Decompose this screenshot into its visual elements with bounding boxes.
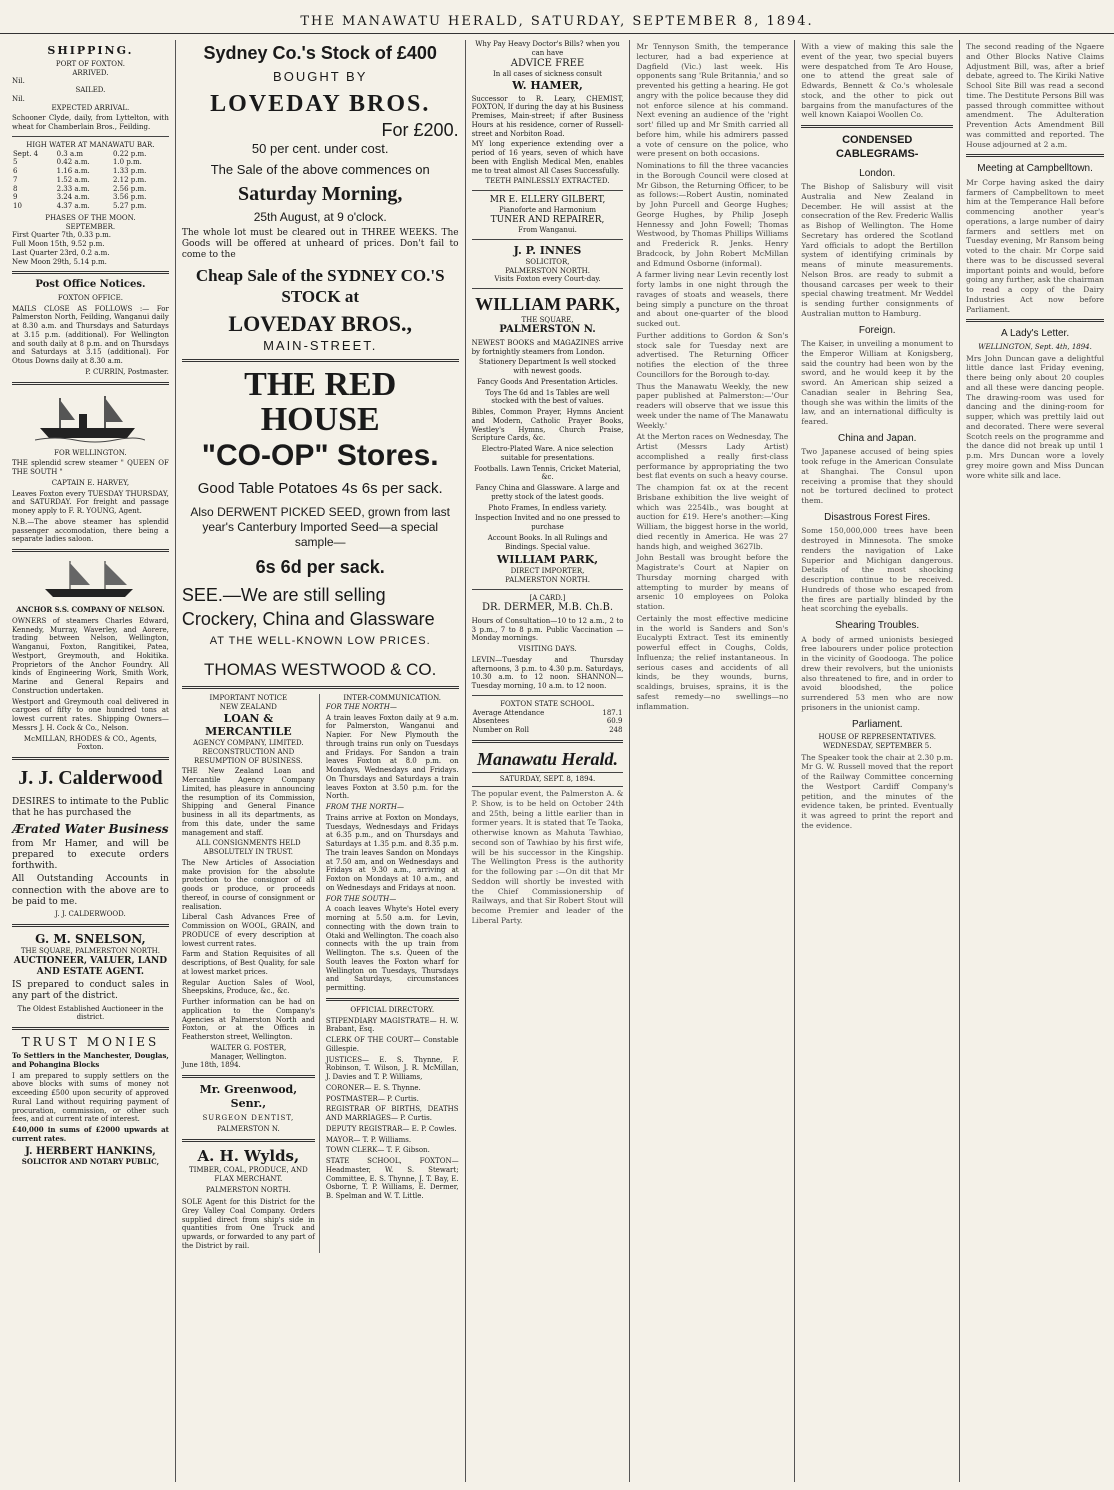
consignments: ALL CONSIGNMENTS HELD ABSOLUTELY IN TRUST. (196, 839, 301, 857)
sale-date: 25th August, at 9 o'clock. (253, 209, 387, 224)
col4-text-4: Further additions to Gordon & Son's stock sale for Tuesday next are advertised. The Returning Officer notifies the election of the three Councillors for the Borough to-day. (636, 330, 789, 379)
divider (12, 271, 169, 274)
for-south: FOR THE SOUTH— (325, 894, 397, 903)
loan-text-4: Farm and Station Requisites of all descriptions, of Best Quality, for sale at lowest market prices. (181, 950, 315, 976)
surgeon-dentist: SURGEON DENTIST, (202, 1113, 295, 1122)
why-pay: Why Pay Heavy Doctor's Bills? when you can have (475, 40, 620, 57)
loan-text-3: Liberal Cash Advances Free of Commission on WOOL, GRAIN, and PRODUCE of every description at lowest current rates. (181, 913, 315, 948)
trust-text-3: £40,000 in sums of £2000 upwards at current rates. (12, 1125, 169, 1143)
for-price: For £200. (381, 119, 459, 140)
col4-text-8: John Bestall was brought before the Magistrate's Court at Napier on Thursday morning charged with attempting to murder by means of arsenic 10 employees on Poloka station. (636, 553, 789, 611)
tide-cell: 1.33 p.m. (112, 167, 147, 175)
col4-text-6: At the Merton races on Wednesday, The Artist (Messrs Lady Artist) accomplished a really first-class performance by appropriating the two best flat events on such a heavy course. (636, 432, 789, 481)
tide-row (12, 202, 169, 211)
shearing-title: Shearing Troubles. (835, 620, 920, 631)
tide-cell: 1.52 a.m. (56, 175, 90, 184)
directory-entry: REGISTRAR OF BIRTHS, DEATHS AND MARRIAGES— P. Curtis. (325, 1105, 459, 1123)
electro: Electro-Plated Ware. A nice selection suitable for presentations. (481, 445, 614, 462)
tide-cell: 0.3 a.m (56, 149, 84, 158)
cheap-sale: Cheap Sale of the SYDNEY CO.'S STOCK at (195, 265, 445, 306)
divider (801, 125, 953, 128)
tide-cell: 3.24 a.m. (56, 193, 90, 202)
visiting-days: VISITING DAYS. (518, 645, 577, 653)
school-title: FOXTON STATE SCHOOL. (500, 699, 595, 708)
foreign-title: Foreign. (858, 324, 896, 336)
wylds-place: PALMERSTON NORTH. (205, 1186, 291, 1195)
sailed-label: SAILED. (75, 86, 106, 94)
anchor-title: ANCHOR S.S. COMPANY OF NELSON. (16, 605, 165, 614)
directory-entry: CORONER— E. S. Thynne. (325, 1083, 421, 1092)
trust-signature-2: SOLICITOR AND NOTARY PUBLIC, (21, 1157, 160, 1166)
moon-phase: Last Quarter 23rd, 0.2 a.m. (12, 248, 110, 257)
divider (472, 288, 624, 289)
divider (12, 757, 169, 760)
tide-row (12, 150, 169, 159)
attendance-cell: 60.9 (606, 717, 623, 726)
port-heading: PORT OF FOXTON. (55, 59, 125, 68)
masthead: THE MANAWATU HERALD, SATURDAY, SEPTEMBER 8, 1894. (0, 0, 1114, 34)
tide-cell: 2.56 p.m. (112, 184, 147, 193)
newest-books: NEWEST BOOKS and MAGAZINES arrive by fortnightly steamers from London. (471, 338, 624, 356)
moon-month: SEPTEMBER. (65, 222, 116, 231)
high-water-title: HIGH WATER AT MANAWATU BAR. (26, 140, 155, 149)
inter-communication: INTER-COMMUNICATION. (343, 694, 442, 703)
loan-text: THE New Zealand Loan and Mercantile Agency Company Limited, has pleasure in announcing the resumption of its Commission, Shipping and General Finance business in all its departments, as from this date, under the same management and staff. (181, 767, 315, 837)
captain: CAPTAIN E. HARVEY, (51, 478, 130, 487)
divider (472, 589, 624, 590)
lady-text: Mrs John Duncan gave a delightful little dance last Friday evening, there being only about 20 couples and all these were dancing people. The drawing-room was used for dancing and the dining-room for supper, which was prettily laid out and decorated. There were several Scotch reels on the programme and the dance did not break up until 1 p.m. Mrs Duncan wore a lovely grey moire gown and Miss Duncan wore white silk and lace. (966, 353, 1105, 480)
attendance-cell: Average Attendance (472, 708, 545, 717)
agency-title: AGENCY COMPANY, LIMITED. (193, 739, 304, 748)
wylds-role: TIMBER, COAL, PRODUCE, AND FLAX MERCHANT. (188, 1165, 308, 1183)
tide-table (12, 150, 169, 211)
divider (182, 686, 459, 689)
divider (12, 1027, 169, 1030)
moon-phases (12, 231, 169, 266)
attendance-row (472, 709, 624, 718)
moon-phase: First Quarter 7th, 0.33 p.m. (12, 231, 111, 240)
calderwood-text: DESIRES to intimate to the Public that he has purchased the (12, 797, 169, 819)
column-2-left (182, 694, 320, 1253)
red-house: THE RED HOUSE (244, 365, 397, 439)
post-sub: FOXTON OFFICE. (57, 293, 123, 302)
tide-row (12, 193, 169, 202)
wylds-text: SOLE Agent for this District for the Grey Valley Coal Company. Orders supplied direct from ship's side in quantities from One Truck and upwards, or forwarded to any part of the District by rail. (181, 1198, 315, 1250)
anchor-text-2: Westport and Greymouth coal delivered in cargoes of fifty to one hundred tons at lowest current rates. Shipping Owners— Messrs J. H. Cock & Co., Nelson. (12, 697, 169, 732)
anchor-agents: McMILLAN, RHODES & CO., Agents, Foxton. (23, 734, 157, 752)
tide-row (12, 158, 169, 167)
directory-entry: TOWN CLERK— T. F. Gibson. (325, 1146, 430, 1155)
shearing-text: A body of armed unionists besieged free labourers under police protection in the vicinity of Goodooga. The police drew their revolvers, but the unionists also threatened to fire, and in order to avoid bloodshed, the police surrendered 53 men who are now prisoners in the unionist camp. (801, 634, 954, 712)
solicitor: SOLICITOR, (525, 257, 570, 266)
foster-date: June 18th, 1894. (181, 1061, 241, 1070)
divider (326, 998, 459, 1001)
attendance-cell: Number on Roll (472, 726, 529, 734)
under-cost: 50 per cent. under cost. (251, 141, 389, 157)
the-square: THE SQUARE, (521, 315, 574, 324)
house-title: HOUSE OF REPRESENTATIVES. (818, 733, 936, 741)
divider (472, 695, 624, 696)
tide-cell: 1.0 p.m. (112, 158, 142, 167)
china-text: Two Japanese accused of being spies took refuge in the American Consulate at Shanghai. The Consul upon receiving a promise that they should not be tortured declined to protect them. (801, 447, 954, 505)
attendance-row (472, 717, 624, 726)
divider (12, 924, 169, 927)
sailed-value: Nil. (12, 94, 25, 103)
trust-text-2: I am prepared to supply settlers on the above blocks with sums of money not exceeding £500 upon security of approved Rural Land without requiring payment of procuration, commission, or other such fees, and at current rate of interest. (12, 1071, 169, 1124)
attendance-cell: 187.1 (602, 708, 623, 717)
directory-entry: STIPENDIARY MAGISTRATE— H. W. Brabant, Esq. (325, 1016, 459, 1034)
tide-cell: 6 (13, 167, 18, 175)
calderwood-name: J. J. Calderwood (18, 767, 163, 789)
tide-cell: 1.16 a.m. (56, 167, 90, 175)
palmerston-n: PALMERSTON N. (499, 324, 596, 336)
stationery: Stationery Department Is well stocked with newest goods. (479, 358, 616, 375)
innes: J. P. INNES (513, 244, 582, 257)
palmerston-north: PALMERSTON NORTH. (505, 575, 590, 584)
divider (182, 1075, 315, 1078)
sale-commences: The Sale of the above commences on (210, 161, 430, 177)
column-5 (795, 40, 960, 1482)
tide-cell: 5 (13, 158, 18, 167)
meeting-text: Mr Corpe having asked the dairy farmers of Campbelltown to meet him at the Temperance Hall before commencing another year's operations, a large number of dairy farmers and settlers met on Tuesday evening, Mr Ransom being voted to the chair. Mr Corpe said there was to be discussed several important points and would, before going any further, ask the chairman to read a copy of the Dairy Industries Act now before Parliament. (966, 177, 1105, 314)
trust-text: To Settlers in the Manchester, Douglas, and Pohangina Blocks (12, 1051, 169, 1069)
loan-text-2: The New Articles of Association make provision for the absolute protection to the consignor of all goods or produce, or proceeds thereof, in course of consignment or realisation. (181, 858, 315, 911)
westwood: THOMAS WESTWOOD & CO. (204, 659, 437, 679)
col4-text-9: Certainly the most effective medicine in the world is Sanders and Son's Eucalypti Extract. Test its eminently powerful effect in Coughs, Colds, Influenza; the relief instantaneous. In serious cases and accidents of all kinds, be they wounds, burns, scaldings, bruises, sprains, it is the safest remedy—no swellings—no inflammation. (636, 613, 789, 711)
directory-entry: STATE SCHOOL, FOXTON— Headmaster, W. S. Stewart; Committee, E. S. Thynne, J. T. Bay, E. Osborne, T. P. Williams, E. Dermer, B. Spelman and W. T. Little. (325, 1157, 459, 1201)
divider (472, 239, 624, 240)
hamer-text-2: MY long experience extending over a period of 16 years, seven of which have been with English Medical Men, enables me to treat almost All Cases Successfully. (471, 140, 624, 175)
herald-title: Manawatu Herald. (476, 748, 619, 769)
tide-cell: 10 (13, 202, 22, 210)
arrived-value: Nil. (12, 77, 25, 86)
from-north: FROM THE NORTH— (325, 803, 404, 812)
column-2-right (326, 694, 459, 1253)
divider (182, 1139, 315, 1142)
for-north: FOR THE NORTH— (325, 702, 397, 711)
post-title: Post Office Notices. (35, 279, 146, 291)
attendance-row (472, 726, 624, 735)
saturday-morning: Saturday Morning, (237, 182, 403, 205)
tide-row (12, 167, 169, 176)
postmaster: P. CURRIN, Postmaster. (85, 367, 169, 376)
tide-row (12, 176, 169, 185)
attendance-cell: 248 (609, 726, 623, 734)
tide-cell: 0.42 a.m. (56, 158, 90, 167)
loan-text-5: Regular Auction Sales of Wool, Sheepskins, Produce, &c., &c. (181, 978, 315, 996)
moon-title: PHASES OF THE MOON. (45, 213, 136, 222)
divider (12, 136, 169, 137)
tide-cell: 8 (13, 184, 18, 193)
hamer-text: Successor to R. Leary, CHEMIST, FOXTON, If during the day at his Business Premises, Main-street; if after Business Hours at his residence, corner of Russell-street and Norbiton Road. (471, 94, 624, 138)
china-glassware: Fancy China and Glassware. A large and pretty stock of the latest goods. (475, 484, 620, 501)
footballs: Footballs. Lawn Tennis, Cricket Material, &c. (474, 464, 621, 482)
innes-place: PALMERSTON NORTH. (505, 266, 590, 275)
trust-title: TRUST MONIES (21, 1035, 160, 1049)
nz-title: NEW ZEALAND (219, 702, 277, 711)
parliament-text: The Speaker took the chair at 2.30 p.m. Mr G. W. Russell moved that the report of the Railway Committee concerning the Westport Cardiff Company's petition, and the minutes of the evidence taken, be printed. Eventually it was agreed to print the report and the evidence. (801, 752, 954, 830)
col4-text-3: A farmer living near Levin recently lost forty lambs in one night through the ravages of stoats and weasels, there being simply a puncture on the throat and about one-quarter of the blood sucked out. (636, 270, 789, 328)
official-directory: OFFICIAL DIRECTORY. (350, 1005, 435, 1014)
snelson-address: THE SQUARE, PALMERSTON NORTH. (20, 946, 160, 955)
directory-entry: POSTMASTER— P. Curtis. (325, 1094, 419, 1103)
direct-importer: DIRECT IMPORTER, (510, 567, 585, 575)
main-street: MAIN-STREET. (263, 337, 378, 353)
shipping-title: SHIPPING. (47, 44, 134, 57)
lot-text: The whole lot must be cleared out in THREE WEEKS. The Goods will be offered at unheard of prices. Don't fail to come to the (181, 227, 459, 261)
loan-text-6: Further information can be had on application to the Company's Agencies at Palmerston North and Foxton, or at the Offices in Featherston street, Wellington. (181, 998, 315, 1042)
tide-cell: 4.37 a.m. (56, 202, 90, 210)
london-title: London. (859, 167, 896, 179)
hamer-name: W. HAMER, (512, 78, 583, 92)
bibles: Bibles, Common Prayer, Hymns Ancient and Modern, Catholic Prayer Books, Westley's Hymns, Church Praise, Scripture Cards, &c. (471, 408, 624, 443)
directory-list (326, 1017, 459, 1201)
divider (12, 549, 169, 552)
snelson-text: IS prepared to conduct sales in any part of the district. (12, 980, 169, 1002)
card: [A CARD.] (529, 593, 566, 602)
see-crockery: SEE.—We are still selling Crockery, China and Glassware (181, 585, 435, 629)
wylds: A. H. Wylds, (197, 1147, 300, 1166)
south-text: A coach leaves Whyte's Hotel every morning at 5.50 a.m. for Levin, connecting with the down train to Otaki and Wellington. The coach also connects with the up train from Wellington. The s.s. Queen of the South leaves the Foxton wharf for Wellington on Tuesdays, Thursdays and Saturdays, circumstances permitting. (325, 905, 459, 993)
loveday-bros-2: LOVEDAY BROS., (228, 311, 412, 336)
tide-cell: 7 (13, 175, 18, 184)
important-notice: IMPORTANT NOTICE (209, 694, 288, 703)
tide-cell: 9 (13, 193, 18, 202)
gilbert-role: Pianoforte and Harmonium (499, 206, 596, 215)
potatoes: Good Table Potatoes 4s 6s per sack. (197, 480, 443, 498)
arrived-label: ARRIVED. (72, 68, 109, 77)
bought-by: BOUGHT BY (273, 68, 368, 84)
directory-entry: CLERK OF THE COURT— Constable Gillespie. (325, 1036, 459, 1053)
tide-cell: 2.33 a.m. (56, 184, 90, 193)
divider (966, 319, 1104, 322)
greenwood: Mr. Greenwood, Senr., (199, 1083, 298, 1110)
directory-entry: JUSTICES— E. S. Thynne, F. Robinson, T. Wilson, J. R. McMillan, J. Davies and T. P. Williams, (325, 1055, 459, 1082)
tide-cell: 5.27 p.m. (112, 202, 147, 210)
meeting-title: Meeting at Campbelltown. (977, 163, 1093, 175)
reconstruction: RECONSTRUCTION AND RESUMPTION OF BUSINESS. (194, 747, 303, 765)
gilbert: MR E. ELLERY GILBERT, (489, 195, 606, 205)
tide-cell: 2.12 p.m. (112, 175, 147, 184)
aerated-business: Ærated Water Business (12, 821, 169, 836)
account-books: Account Books. In all Rulings and Bindings. Special value. (487, 533, 608, 551)
expected-text: Schooner Clyde, daily, from Lyttelton, with wheat for Chamberlain Bros., Feilding. (12, 114, 169, 131)
mails-text: MAILS CLOSE AS FOLLOWS :— For Palmerston North, Feilding, Wanganui daily at 8.30 a.m. and Thursdays and Saturdays at 3.15 p.m. (additional). For Wellington and south daily at 8 p.m. and on Thursdays and Saturdays at 3.15 (additional). For Otous Downs daily at 8.30 a.m. (12, 304, 169, 365)
anchor-text: OWNERS of steamers Charles Edward, Kennedy, Murray, Waverley, and Aorere, trading between Nelson, Wellington, Wanganui, Foxton, Rangitikei, Patea, Westport, Greymouth, and Hokitika. Proprietors of the Anchor Foundry. All kinds of Engineering Work, Smith Work, Marine and General Repairs and Construction undertaken. (12, 616, 169, 695)
foreign-text: The Kaiser, in unveiling a monument to the Emperor William at Konigsberg, said the country had been won by the sword, and he would keep it by the sword. An American ship seized a Canadian sealer in Behring Sea, though she was within the limits of the law, and an international difficulty is feared. (801, 339, 954, 426)
moon-phase: New Moon 29th, 5.14 p.m. (12, 257, 107, 266)
herald-date: SATURDAY, SEPT. 8, 1894. (472, 772, 624, 787)
column-1 (6, 40, 176, 1482)
from-wanganui: From Wanganui. (518, 226, 577, 235)
visits: Visits Foxton every Court-day. (494, 275, 601, 284)
hours: Hours of Consultation—10 to 12 a.m., 2 to 3 p.m., 7 to 8 p.m. Public Vaccination — Monday mornings. (471, 616, 624, 643)
sailing-ship-icon (35, 557, 145, 602)
from-north-text: Trains arrive at Foxton on Mondays, Tuesdays, Wednesdays and Fridays at 6.35 p.m., and on Thursdays and Saturdays at 1.35 p.m. and 8.35 p.m. The train leaves Sandon on Mondays at 7.50 am, and on Wednesdays and Fridays at 9.30 a.m., arriving at Foxton on Mondays at 10 a.m., and on Wednesdays and Fridays at noon. (325, 813, 459, 892)
foster-role: Manager, Wellington. (210, 1052, 287, 1061)
coop-stores: "CO-OP" Stores. (201, 439, 439, 473)
london-text: The Bishop of Salisbury will visit Australia and New Zealand in December. He will assist at the consecration of the Rev. Frederic Wallis as Bishop of Wellington. The Home Secretary has ordered the Scotland Yard officials to adopt the Bertillon system of identifying criminals by means of minute measurements. Nelson Bros. are ready to submit a thousand carcases per week to their special chawing treatment. Mr Weddel is sending further consignments of Australian mutton to Hamburg. (801, 182, 954, 318)
parliament-title: Parliament. (851, 718, 903, 730)
column-4 (630, 40, 795, 1482)
foster-name: WALTER G. FOSTER, (210, 1043, 287, 1052)
steamship-icon (35, 390, 145, 445)
trust-signature: J. HERBERT HANKINS, (25, 1145, 156, 1157)
sickness: In all cases of sickness consult (493, 70, 602, 78)
forest-text: Some 150,000,000 trees have been destroyed in Minnesota. The smoke renders the navigation of Lake Superior and Michigan dangerous. Details of the most shocking description continue to be received. Hundreds of those who escaped from the fires are partially blinded by the heat scorching the eyeballs. (801, 526, 954, 614)
leaves-text: Leaves Foxton every TUESDAY THURSDAY, and SATURDAY. For freight and passage money apply to F. R. YOUNG, Agent. (12, 489, 169, 515)
calderwood-signature: J. J. CALDERWOOD. (55, 910, 126, 918)
forest-title: Disastrous Forest Fires. (824, 511, 931, 523)
col4-text-2: Nominations to fill the three vacancies in the Borough Council were closed at Mr Gibson, the Returning Officer, to be as follows:—Robert Austin, nominated by John Purcell and George Hughes; George Hughes, by Philip Joseph Hennessy and John Fowell; Thomas Westwood, by Thomas Phillips Williams and Frederick R. Jenks. Henry Bradcock, by John Robert McMillan and Edmund Osborne (informal). (636, 161, 789, 268)
low-prices: AT THE WELL-KNOWN LOW PRICES. (209, 635, 431, 648)
nb-text: N.B.—The above steamer has splendid passenger accomodation, there being a separate ladies saloon. (12, 517, 169, 544)
tide-cell: 0.22 p.m. (112, 149, 147, 158)
loan-title: LOAN & MERCANTILE (205, 711, 292, 739)
lady-date: WELLINGTON, Sept. 4th, 1894. (978, 342, 1092, 351)
advice-free: ADVICE FREE (510, 57, 585, 69)
william-park: WILLIAM PARK, (475, 294, 620, 314)
teeth: TEETH PAINLESSLY EXTRACTED. (485, 177, 610, 186)
china-japan-title: China and Japan. (838, 432, 917, 444)
north-text: A train leaves Foxton daily at 9 a.m. for Palmerston, Wanganui and Napier. For New Plymouth the through trains run only on Tuesdays and Fridays. For Sandon a train leaves Foxton at 8.0 p.m. on Mondays, Wednesdays and Fridays. On Thursdays and Saturdays a train leaves Foxton at 3.50 p.m. for the North. (325, 713, 459, 801)
toys: Toys The 6d and 1s Tables are well stocked with the best of values. (485, 388, 610, 406)
tuner: TUNER AND REPAIRER, (490, 215, 605, 225)
william-park-2: WILLIAM PARK, (496, 553, 599, 567)
col4-text-5: Thus the Manawatu Weekly, the new paper published at Palmerston:—'Our readers will observe that we issue this week under the name of The Manawatu Weekly.' (636, 381, 789, 430)
visiting-text: LEVIN—Tuesday and Thursday afternoons, 3 p.m. to 4.30 p.m. Saturdays, 10.30 a.m. to 12 noon. SHANNON—Tuesday morning, 10 a.m. to 12 noon. (471, 655, 624, 690)
col5-text-1: With a view of making this sale the event of the year, two special buyers were despatched from Te Aro House, one to attend the great sale of Edwards, Bennett & Co.'s wholesale stock, and the other to pick out bargains from the manufactures of the well known Kaiapoi Woollen Co. (801, 42, 954, 120)
column-6 (960, 40, 1110, 1482)
col4-text-7: The champion fat ox at the recent Brisbane exhibition the live weight of which was 2254lb., was bought at auction for £19. Here's another:—King William, the biggest horse in the world, died recently in America. He was 27 hands high, and weighed 3627lb. (636, 483, 789, 551)
divider (966, 154, 1104, 157)
attendance-table (472, 709, 624, 735)
moon-phase: Full Moon 15th, 9.52 p.m. (12, 240, 105, 248)
calderwood-text-3: All Outstanding Accounts in connection with the above are to be paid to me. (12, 874, 169, 907)
photo-frames: Photo Frames, In endless variety. (488, 503, 607, 512)
col6-text-1: The second reading of the Ngaere and Other Blocks Native Claims Adjustment Bill, was, after a brief debate, agreed to. The Kiriki Native School Site Bill was read a second time. The Destitute Persons Bill was passed through committee without amendment. The Adulteration Prevention Acts Amendment Bill was committed and reported. The House adjourned at 2 a.m. (966, 42, 1105, 149)
snelson-oldest: The Oldest Established Auctioneer in the district. (17, 1004, 164, 1022)
palmerston: PALMERSTON N. (216, 1125, 280, 1134)
divider (472, 740, 624, 743)
loveday-bros: LOVEDAY BROS. (210, 90, 431, 117)
snelson-name: G. M. SNELSON, (35, 931, 146, 946)
inspection: Inspection Invited and no one pressed to purchase (475, 514, 620, 531)
steamer-text: THE splendid screw steamer " QUEEN OF THE SOUTH " (12, 459, 169, 476)
newspaper-columns (6, 40, 1110, 1482)
tide-row (12, 185, 169, 194)
expected-label: EXPECTED ARRIVAL. (51, 103, 130, 112)
directory-entry: MAYOR— T. P. Williams. (325, 1135, 412, 1144)
cable-title: CONDENSED CABLEGRAMS- (835, 134, 919, 160)
directory-entry: DEPUTY REGISTRAR— E. P. Cowles. (325, 1124, 457, 1133)
attendance-cell: Absentees (472, 717, 510, 726)
column-3 (466, 40, 631, 1482)
wednesday-date: WEDNESDAY, SEPTEMBER 5. (822, 741, 932, 750)
sydney-title: Sydney Co.'s Stock of £400 (203, 43, 437, 63)
fancy-goods: Fancy Goods And Presentation Articles. (477, 377, 618, 386)
lady-title: A Lady's Letter. (1001, 328, 1070, 340)
tide-cell: 3.56 p.m. (112, 193, 147, 202)
price-6s: 6s 6d per sack. (255, 556, 385, 577)
article-text: The popular event, the Palmerston A. & P. Show, is to be held on October 24th and 25th, being a little earlier than in former years. It is stated that Te Taoka, otherwise known as Mahuta Tawhiao, second son of Tawhiao by his first wife, will be his successor in the Kingship. The Wellington Press is the authority for the following par :—On dit that Mr Seddon will shortly be invested with the Chief Commissionership of Railways, and that Sir Robert Stout will become Premier and leader of the Liberal Party. (471, 789, 624, 925)
tide-cell: Sept. 4 (13, 149, 39, 158)
col4-text-1: Mr Tennyson Smith, the temperance lecturer, had a bad experience at Dagfield (Vic.) last week. His opponents sang 'Rule Britannia,' and so prevented his getting a hearing. He got angry with the police because they did not enforce silence at his command. Next evening an audience of the 'right sort' filled up and Mr Smith carried all before him, while his admirers passed a vote of censure on the police, who were present on both occasions. (636, 42, 789, 159)
dermer: DR. DERMER, M.B. Ch.B. (481, 602, 614, 614)
column-2 (176, 40, 466, 1482)
snelson-role: AUCTIONEER, VALUER, LAND AND ESTATE AGENT. (13, 955, 168, 977)
derwent-seed: Also DERWENT PICKED SEED, grown from last year's Canterbury Imported Seed—a special sample— (190, 504, 451, 549)
for-wellington: FOR WELLINGTON. (54, 448, 127, 457)
divider (472, 190, 624, 191)
calderwood-text-2: from Mr Hamer, and will be prepared to execute orders forthwith. (12, 838, 169, 871)
divider (12, 382, 169, 385)
divider (182, 359, 459, 362)
